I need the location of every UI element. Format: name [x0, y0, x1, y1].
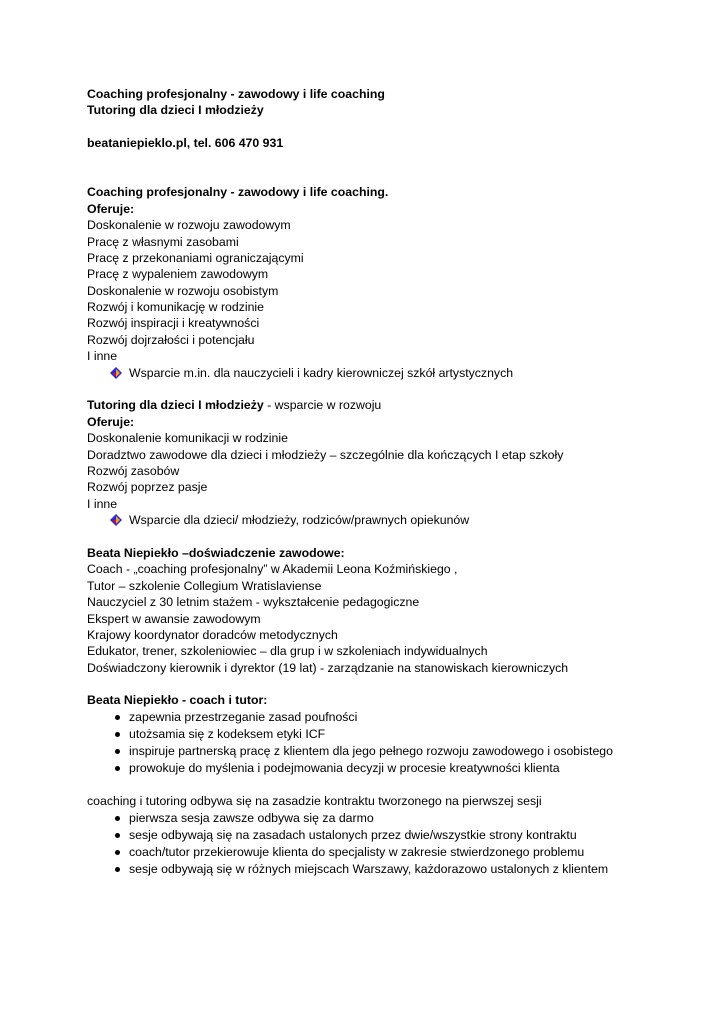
coaching-item: Pracę z przekonaniami ograniczającymi	[87, 250, 304, 265]
experience-item: Doświadczony kierownik i dyrektor (19 lat) - zarządzanie na stanowiskach kierowniczych	[87, 660, 569, 675]
coaching-item: Pracę z własnymi zasobami	[87, 234, 239, 249]
experience-item: Edukator, trener, szkoleniowiec – dla grup i w szkoleniach indywidualnych	[87, 644, 488, 659]
experience-section	[87, 545, 707, 676]
experience-item: Krajowy koordynator doradców metodycznych	[87, 627, 338, 642]
tutoring-offers-label: Oferuje:	[87, 414, 135, 429]
coach-tutor-bullet-item	[87, 726, 707, 743]
coaching-section	[87, 184, 707, 381]
round-bullet-icon	[115, 833, 120, 838]
coaching-item: Rozwój inspiracji i kreatywności	[87, 316, 260, 331]
coaching-heading: Coaching profesjonalny - zawodowy i life coaching.	[87, 185, 389, 200]
coach-tutor-bullet-item	[87, 760, 707, 777]
coaching-item: Rozwój i komunikację w rodzinie	[87, 300, 265, 315]
contract-section	[87, 793, 707, 877]
coach-tutor-bullet-text: zapewnia przestrzeganie zasad poufności	[129, 709, 358, 724]
coach-tutor-section	[87, 692, 707, 776]
contract-bullet-item	[87, 827, 707, 844]
contract-bullet-text: sesje odbywają się na zasadach ustalonych przez dwie/wszystkie strony kontraktu	[129, 827, 577, 842]
coaching-item: Rozwój dojrzałości i potencjału	[87, 332, 255, 347]
tutoring-item: Rozwój zasobów	[87, 464, 180, 478]
tutoring-item: Doskonalenie komunikacji w rodzinie	[87, 431, 288, 446]
tutoring-item: Rozwój poprzez pasje	[87, 480, 208, 495]
coaching-item: Doskonalenie w rozwoju osobistym	[87, 283, 279, 298]
coach-tutor-heading: Beata Niepiekło - coach i tutor:	[87, 693, 268, 708]
coaching-support-text: Wsparcie m.in. dla nauczycieli i kadry kierowniczej szkół artystycznych	[129, 365, 514, 380]
tutoring-section	[87, 397, 707, 528]
document-subtitle: Tutoring dla dzieci I młodzieży	[87, 103, 264, 118]
coaching-item: I inne	[87, 349, 118, 364]
round-bullet-icon	[115, 732, 120, 737]
experience-item: Tutor – szkolenie Collegium Wratislaviense	[87, 578, 322, 593]
contact-line: beataniepieklo.pl, tel. 606 470 931	[87, 136, 284, 151]
tutoring-item: I inne	[87, 496, 118, 511]
diamond-arrow-bullet-icon	[110, 514, 122, 526]
contract-intro: coaching i tutoring odbywa się na zasadzie kontraktu tworzonego na pierwszej sesji	[87, 794, 542, 809]
experience-item: Coach - „coaching profesjonalny” w Akademii Leona Koźmińskiego ,	[87, 562, 458, 577]
round-bullet-icon	[115, 816, 120, 821]
tutoring-item: Doradztwo zawodowe dla dzieci i młodzieży – szczególnie dla kończących I etap szkoły	[87, 447, 564, 462]
experience-item: Ekspert w awansie zawodowym	[87, 611, 261, 626]
coach-tutor-bullet-text: utożsamia się z kodeksem etyki ICF	[129, 726, 326, 741]
round-bullet-icon	[115, 850, 120, 855]
document-page	[87, 86, 707, 878]
coach-tutor-bullet-text: inspiruje partnerską pracę z klientem dla jego pełnego rozwoju zawodowego i osobistego	[129, 743, 613, 758]
round-bullet-icon	[115, 749, 120, 754]
coaching-support-item	[87, 365, 707, 381]
tutoring-heading-bold: Tutoring dla dzieci I młodzieży	[87, 398, 264, 413]
contract-bullet-text: pierwsza sesja zawsze odbywa się za darmo	[129, 810, 374, 825]
experience-item: Nauczyciel z 30 letnim stażem - wykształcenie pedagogiczne	[87, 595, 420, 610]
tutoring-support-text: Wsparcie dla dzieci/ młodzieży, rodziców/prawnych opiekunów	[129, 513, 470, 528]
coach-tutor-bullet-item	[87, 743, 707, 760]
coaching-item: Pracę z wypaleniem zawodowym	[87, 267, 269, 282]
tutoring-heading	[87, 397, 707, 413]
tutoring-heading-rest: - wsparcie w rozwoju	[263, 398, 382, 413]
coach-tutor-bullet-text: prowokuje do myślenia i podejmowania decyzji w procesie kreatywności klienta	[129, 760, 560, 775]
diamond-arrow-bullet-icon	[110, 367, 122, 379]
tutoring-support-item	[87, 512, 707, 528]
round-bullet-icon	[115, 867, 120, 872]
coaching-offers-label: Oferuje:	[87, 201, 135, 216]
contract-bullet-item	[87, 844, 707, 861]
round-bullet-icon	[115, 766, 120, 771]
contract-bullet-item	[87, 861, 707, 878]
coaching-item: Doskonalenie w rozwoju zawodowym	[87, 218, 291, 233]
contract-bullet-item	[87, 810, 707, 827]
contract-bullet-text: sesje odbywają się w różnych miejscach Warszawy, każdorazowo ustalonych z klientem	[129, 861, 609, 876]
contract-bullet-text: coach/tutor przekierowuje klienta do specjalisty w zakresie stwierdzonego problemu	[129, 844, 585, 859]
experience-heading: Beata Niepiekło –doświadczenie zawodowe:	[87, 545, 345, 560]
round-bullet-icon	[115, 715, 120, 720]
document-title: Coaching profesjonalny - zawodowy i life coaching	[87, 87, 385, 101]
coach-tutor-bullet-item	[87, 709, 707, 726]
